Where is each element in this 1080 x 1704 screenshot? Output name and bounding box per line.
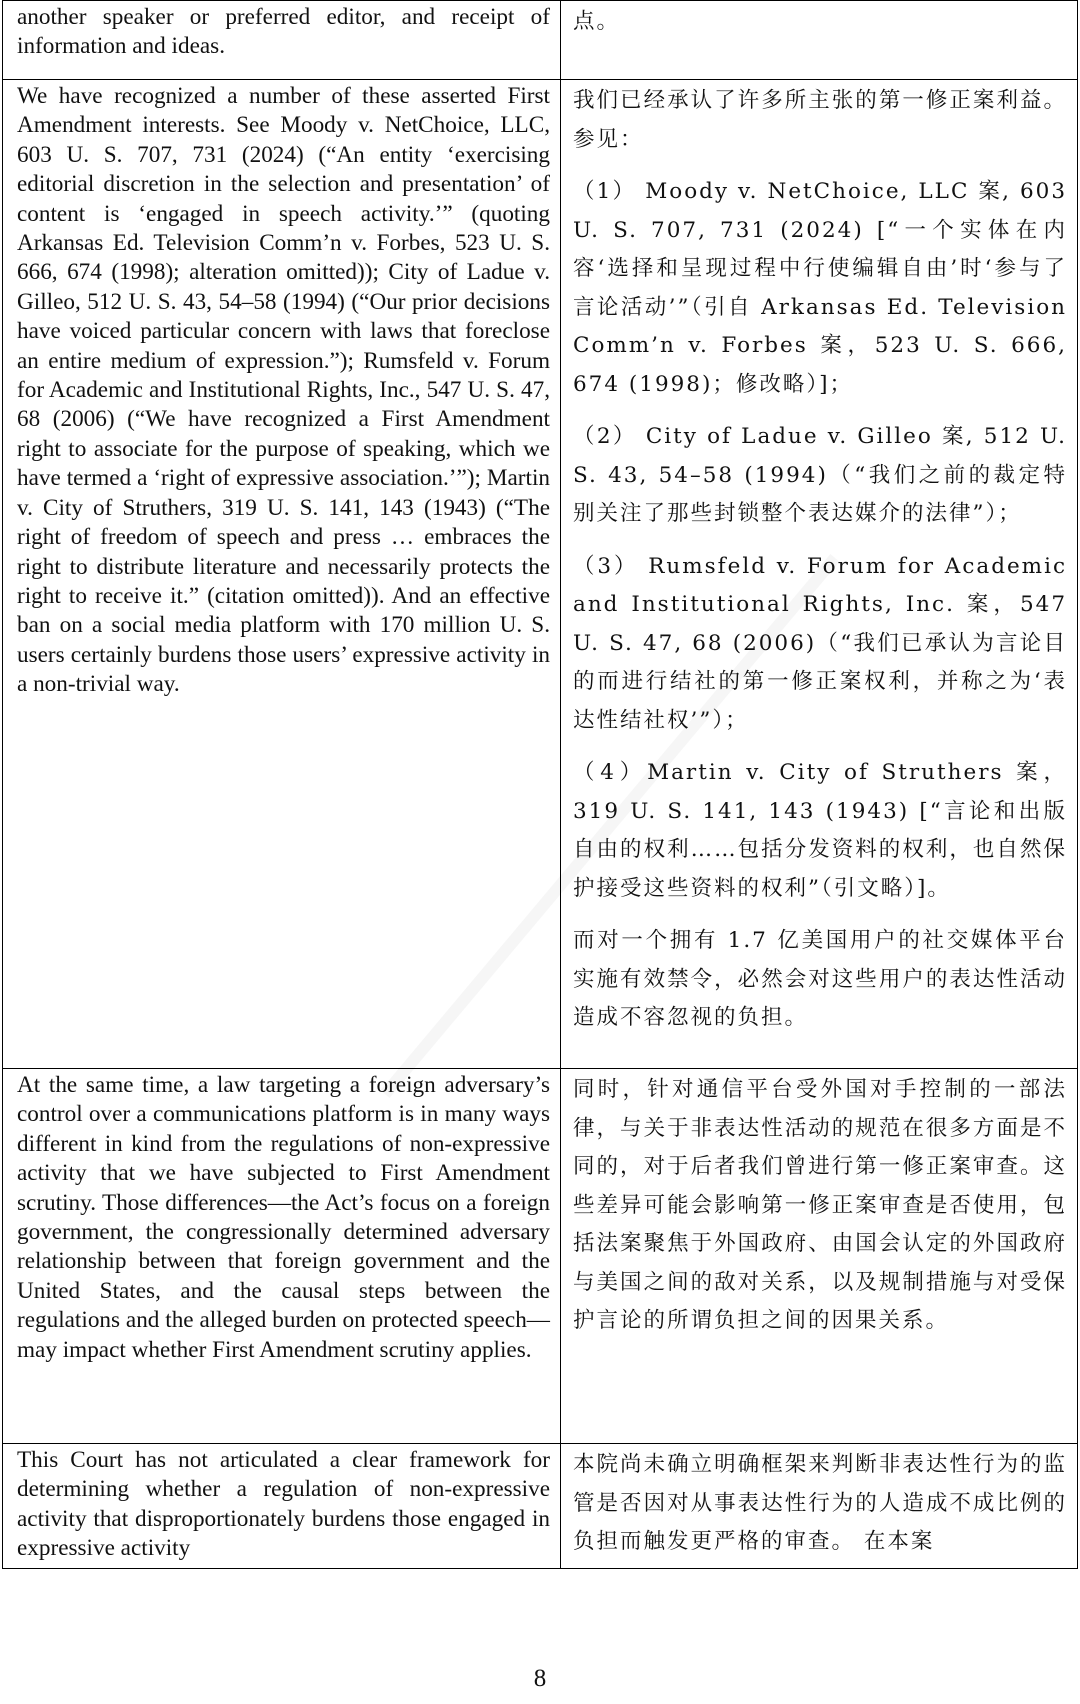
chinese-paragraph: （4）Martin v. City of Struthers 案，319 U. S. 141, 143 (1943) [“言论和出版自由的权利……包括分发资料的权利，也自然保护接受这些资料的权利”（引文略）]。 xyxy=(573,760,1067,901)
chinese-cell xyxy=(561,1069,1078,1444)
chinese-cell xyxy=(561,80,1078,1069)
english-text: another speaker or preferred editor, and receipt of information and ideas. xyxy=(17,4,550,60)
page-number: 8 xyxy=(533,1665,547,1692)
chinese-paragraph: （1） Moody v. NetChoice, LLC 案, 603 U. S. 707, 731 (2024) [“一个实体在内容‘选择和呈现过程中行使编辑自由’时‘参与了言论活动’”（引自 Arkansas Ed. Television Comm’n v. Forbes 案，523 U. S. 666, 674 (1998)；修改略）]； xyxy=(573,179,1067,397)
english-text: At the same time, a law targeting a foreign adversary’s control over a communications platform is in many ways different in kind from the regulations of non-expressive activity that we have subjected to First Amendment scrutiny. Those differences—the Act’s focus on a foreign government, the congressionally determined adversary relationship between that foreign government and the United States, and the causal steps between the regulations and the alleged burden on protected speech—may impact whether First Amendment scrutiny applies. xyxy=(17,1072,550,1363)
table-row xyxy=(3,1,1078,80)
bilingual-table xyxy=(2,0,1078,1569)
chinese-cell xyxy=(561,1444,1078,1569)
chinese-cell xyxy=(561,1,1078,80)
table-row xyxy=(3,1069,1078,1444)
english-cell xyxy=(3,80,561,1069)
chinese-paragraph: （2） City of Ladue v. Gilleo 案, 512 U. S. 43, 54–58 (1994)（“我们之前的裁定特别关注了那些封锁整个表达媒介的法律”）； xyxy=(573,424,1067,526)
chinese-paragraph: 而对一个拥有 1.7 亿美国用户的社交媒体平台实施有效禁令，必然会对这些用户的表达性活动造成不容忽视的负担。 xyxy=(573,928,1067,1030)
chinese-paragraph: 我们已经承认了许多所主张的第一修正案利益。参见： xyxy=(573,88,1067,152)
english-cell xyxy=(3,1069,561,1444)
english-cell xyxy=(3,1444,561,1569)
chinese-paragraph: 点。 xyxy=(573,9,621,34)
english-text: We have recognized a number of these asserted First Amendment interests. See Moody v. NetChoice, LLC, 603 U. S. 707, 731 (2024) (“An entity ‘exercising editorial discretion in the selection and presentation’ of content is ‘engaged in speech activity.’” (quoting Arkansas Ed. Television Comm’n v. Forbes, 523 U. S. 666, 674 (1998); alteration omitted)); City of Ladue v. Gilleo, 512 U. S. 43, 54–58 (1994) (“Our prior decisions have voiced particular concern with laws that foreclose an entire medium of expression.”); Rumsfeld v. Forum for Academic and Institutional Rights, Inc., 547 U. S. 47, 68 (2006) (“We have recognized a First Amendment right to associate for the purpose of speaking, which we have termed a ‘right of expressive association.’”); Martin v. City of Struthers, 319 U. S. 141, 143 (1943) (“The right of freedom of speech and press … embraces the right to distribute literature and necessarily protects the right to receive it.” (citation omitted)). And an effective ban on a social media platform with 170 million U. S. users certainly burdens those users’ expressive activity in a non-trivial way. xyxy=(17,83,550,698)
table-row xyxy=(3,80,1078,1069)
english-cell xyxy=(3,1,561,80)
english-text: This Court has not articulated a clear framework for determining whether a regulation of non-expressive activity that disproportionately burdens those engaged in expressive activity xyxy=(17,1447,550,1562)
chinese-paragraph: （3） Rumsfeld v. Forum for Academic and Institutional Rights, Inc. 案，547 U. S. 47, 68 (2006)（“我们已承认为言论目的而进行结社的第一修正案权利，并称之为‘表达性结社权’”）； xyxy=(573,553,1067,733)
chinese-paragraph: 同时，针对通信平台受外国对手控制的一部法律，与关于非表达性活动的规范在很多方面是不同的，对于后者我们曾进行第一修正案审查。这些差异可能会影响第一修正案审查是否使用，包括法案聚焦于外国政府、由国会认定的外国政府与美国之间的敌对关系，以及规制措施与对受保护言论的所谓负担之间的因果关系。 xyxy=(573,1077,1067,1333)
chinese-paragraph: 本院尚未确立明确框架来判断非表达性行为的监管是否因对从事表达性行为的人造成不成比例的负担而触发更严格的审查。 在本案 xyxy=(573,1452,1067,1554)
table-row xyxy=(3,1444,1078,1569)
